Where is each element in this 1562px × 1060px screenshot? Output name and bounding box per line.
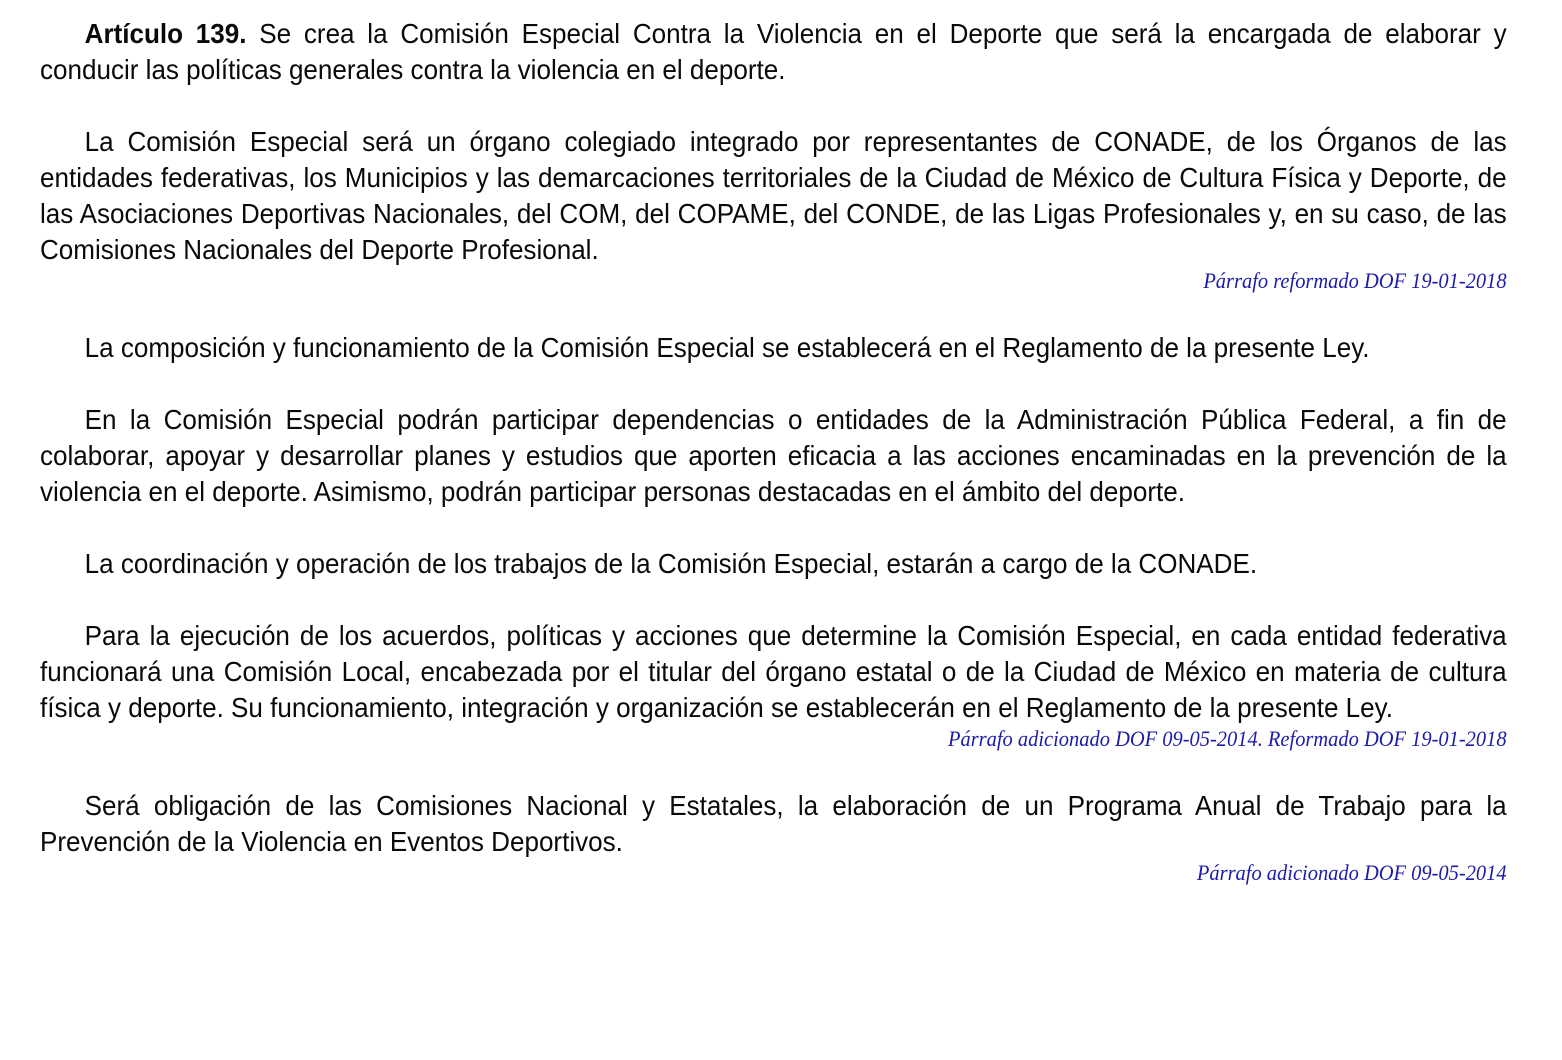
article-paragraph-7: Será obligación de las Comisiones Nacional y Estatales, la elaboración de un Programa Anual de Trabajo para la Prevención de la Violencia en Eventos Deportivos. xyxy=(40,790,1507,857)
article-paragraph-2: La Comisión Especial será un órgano colegiado integrado por representantes de CONADE, de los Órganos de las entidades federativas, los Municipios y las demarcaciones territoriales de la Ciudad de México de Cultura Física y Deporte, de las Asociaciones Deportivas Nacionales, del COM, del COPAME, del CONDE, de las Ligas Profesionales y, en su caso, de las Comisiones Nacionales del Deporte Profesional. xyxy=(40,126,1507,265)
article-paragraph-5: La coordinación y operación de los trabajos de la Comisión Especial, estarán a cargo de la CONADE. xyxy=(84,548,1258,579)
paragraph-text: Se crea la Comisión Especial Contra la Violencia en el Deporte que será la encargada de elaborar y conducir las políticas generales contra la violencia en el deporte. xyxy=(40,18,1507,85)
article-label: Artículo 139. xyxy=(84,18,247,49)
article-paragraph-4: En la Comisión Especial podrán participar dependencias o entidades de la Administración Pública Federal, a fin de colaborar, apoyar y desarrollar planes y estudios que aporten eficacia a las acciones encaminadas en la prevención de la violencia en el deporte. Asimismo, podrán participar personas destacadas en el ámbito del deporte. xyxy=(40,404,1507,507)
article-paragraph-3: La composición y funcionamiento de la Comisión Especial se establecerá en el Reglamento de la presente Ley. xyxy=(84,332,1370,363)
article-paragraph-1 xyxy=(40,16,1507,88)
amendment-note: Párrafo adicionado DOF 09-05-2014. Reformado DOF 19-01-2018 xyxy=(947,726,1507,751)
law-document xyxy=(40,16,1507,886)
article-paragraph-6: Para la ejecución de los acuerdos, políticas y acciones que determine la Comisión Especial, en cada entidad federativa funcionará una Comisión Local, encabezada por el titular del órgano estatal o de la Ciudad de México en materia de cultura física y deporte. Su funcionamiento, integración y organización se establecerán en el Reglamento de la presente Ley. xyxy=(40,620,1507,723)
amendment-note: Párrafo reformado DOF 19-01-2018 xyxy=(1203,268,1507,293)
amendment-note: Párrafo adicionado DOF 09-05-2014 xyxy=(1196,860,1507,885)
